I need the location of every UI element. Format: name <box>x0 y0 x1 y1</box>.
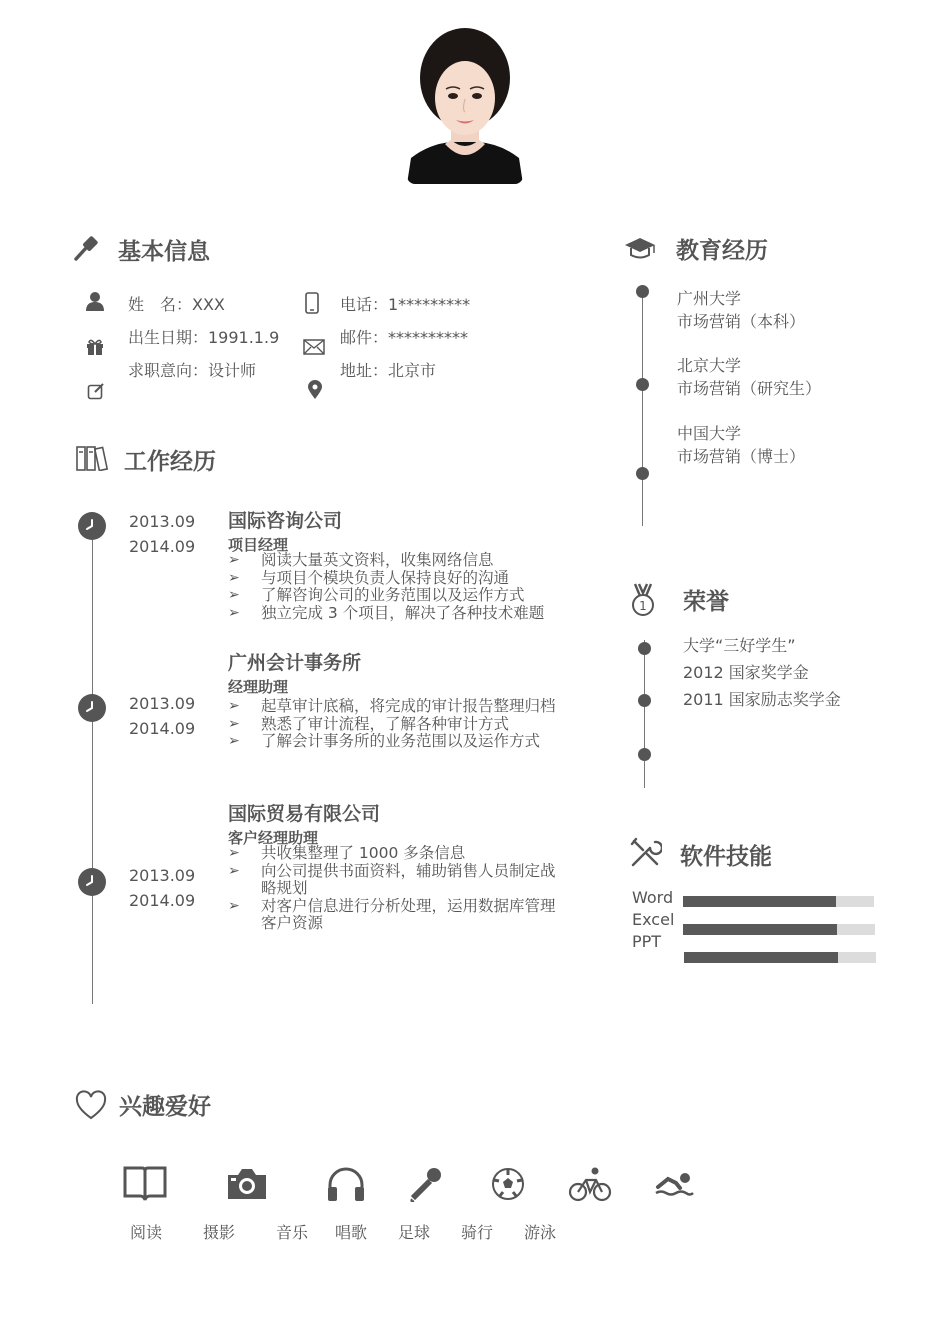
duty-list <box>228 552 578 622</box>
duty-item: ➢ 共收集整理了 1000 多条信息 <box>228 845 568 863</box>
duty-item: ➢ 独立完成 3 个项目，解决了各种技术难题 <box>228 605 578 623</box>
skill-bar-fill <box>684 952 838 963</box>
job-end: 2014.09 <box>129 891 196 910</box>
camera-icon <box>226 1167 268 1205</box>
skill-name: Excel <box>632 910 675 929</box>
timeline-dot <box>638 694 651 707</box>
school-name: 广州大学 <box>677 289 742 308</box>
medal-icon <box>630 583 656 621</box>
honor-item: 2012 国家奖学金 <box>683 663 809 682</box>
school-name: 中国大学 <box>677 424 742 443</box>
skills-title: 软件技能 <box>680 844 772 870</box>
duty-list <box>228 845 568 933</box>
duty-item: ➢ 阅读大量英文资料，收集网络信息 <box>228 552 578 570</box>
timeline-dot <box>636 467 649 480</box>
swimmer-icon <box>654 1166 694 1204</box>
phone-icon <box>305 292 319 318</box>
location-icon <box>308 380 322 403</box>
job-start: 2013.09 <box>129 694 196 713</box>
timeline-dot <box>638 748 651 761</box>
duty-list <box>228 698 580 751</box>
company-name: 国际咨询公司 <box>228 510 343 532</box>
intent-field: 求职意向：设计师 <box>128 361 257 380</box>
soccer-ball-icon <box>491 1167 525 1205</box>
job-end: 2014.09 <box>129 537 196 556</box>
job-role: 经理助理 <box>228 678 289 696</box>
skill-bar <box>683 896 874 907</box>
hobby-label: 音乐 <box>276 1223 309 1242</box>
job-start: 2013.09 <box>129 512 196 531</box>
hobby-label: 阅读 <box>130 1223 163 1242</box>
job-role: 客户经理助理 <box>228 829 319 847</box>
duty-item: ➢ 了解会计事务所的业务范围以及运作方式 <box>228 733 580 751</box>
email-field: 邮件：********** <box>340 328 469 347</box>
heart-icon <box>75 1090 107 1124</box>
duty-item: ➢ 起草审计底稿，将完成的审计报告整理归档 <box>228 698 580 716</box>
phone-field: 电话：1********* <box>340 295 471 314</box>
clock-icon <box>78 694 106 722</box>
duty-item: ➢ 熟悉了审计流程，了解各种审计方式 <box>228 716 580 734</box>
name-field: 姓 名：XXX <box>128 295 225 314</box>
skill-name: PPT <box>632 932 662 951</box>
work-timeline <box>92 512 93 1004</box>
address-field: 地址：北京市 <box>340 361 437 380</box>
work-title: 工作经历 <box>124 449 216 475</box>
basic-info-title: 基本信息 <box>118 239 210 265</box>
honor-item: 大学“三好学生” <box>683 636 796 655</box>
school-name: 北京大学 <box>677 356 742 375</box>
hobby-label: 唱歌 <box>335 1223 368 1242</box>
bicycle-icon <box>568 1166 612 1206</box>
honors-title: 荣誉 <box>683 589 729 615</box>
clock-icon <box>78 512 106 540</box>
timeline-dot <box>636 285 649 298</box>
profile-photo <box>407 26 523 184</box>
timeline-dot <box>638 642 651 655</box>
binders-icon <box>76 445 108 475</box>
hobbies-title: 兴趣爱好 <box>119 1094 211 1120</box>
hobby-label: 摄影 <box>203 1223 236 1242</box>
company-name: 广州会计事务所 <box>228 652 362 674</box>
tools-icon <box>628 836 662 874</box>
skill-bar <box>683 924 875 935</box>
company-name: 国际贸易有限公司 <box>228 803 381 825</box>
honors-timeline <box>644 640 645 788</box>
hobby-label: 游泳 <box>524 1223 557 1242</box>
microphone-icon <box>408 1166 444 1206</box>
skill-bar-fill <box>683 896 836 907</box>
major-name: 市场营销（博士） <box>677 447 806 466</box>
duty-item: ➢ 对客户信息进行分析处理，运用数据库管理客户资源 <box>228 898 568 933</box>
birth-field: 出生日期：1991.1.9 <box>128 328 280 347</box>
job-start: 2013.09 <box>129 866 196 885</box>
duty-item: ➢ 与项目个模块负责人保持良好的沟通 <box>228 570 578 588</box>
skill-bar <box>684 952 876 963</box>
svg-text:1: 1 <box>639 599 647 613</box>
person-icon <box>86 291 104 315</box>
major-name: 市场营销（研究生） <box>677 379 822 398</box>
education-timeline <box>642 286 643 526</box>
gift-icon <box>86 338 104 360</box>
book-icon <box>122 1164 168 1206</box>
duty-item: ➢ 了解咨询公司的业务范围以及运作方式 <box>228 587 578 605</box>
education-title: 教育经历 <box>676 238 768 264</box>
headphones-icon <box>326 1165 366 1207</box>
basic-info-icon <box>72 234 100 266</box>
timeline-dot <box>636 378 649 391</box>
honor-item: 2011 国家励志奖学金 <box>683 690 841 709</box>
major-name: 市场营销（本科） <box>677 312 806 331</box>
clock-icon <box>78 868 106 896</box>
duty-item: ➢ 向公司提供书面资料，辅助销售人员制定战略规划 <box>228 863 568 898</box>
job-role: 项目经理 <box>228 536 289 554</box>
mail-icon <box>303 339 325 359</box>
hobby-label: 足球 <box>398 1223 431 1242</box>
skill-name: Word <box>632 888 674 907</box>
graduation-cap-icon <box>624 236 656 264</box>
edit-icon <box>87 382 105 404</box>
skill-bar-fill <box>683 924 837 935</box>
hobby-label: 骑行 <box>461 1223 494 1242</box>
job-end: 2014.09 <box>129 719 196 738</box>
